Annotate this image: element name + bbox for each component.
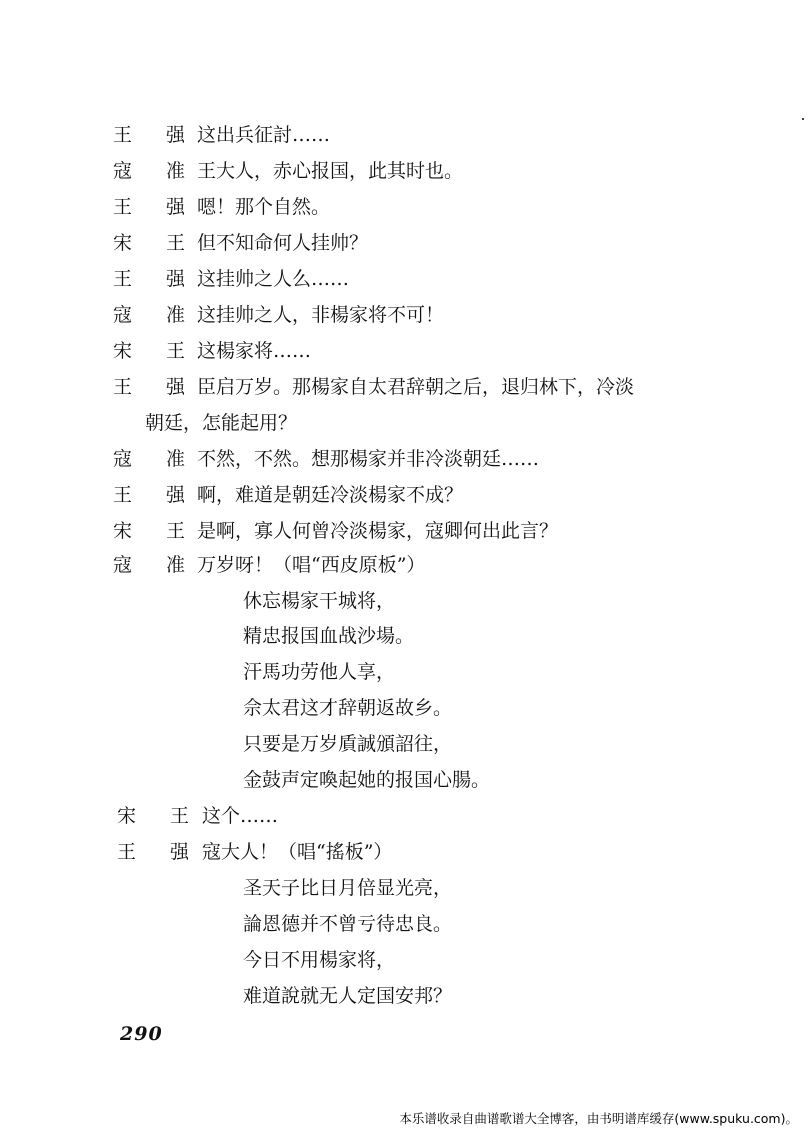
verse-line: [0, 906, 808, 942]
dialogue-line: [0, 441, 808, 477]
dialogue-line: [0, 798, 808, 834]
dialogue-line: [0, 834, 808, 870]
page-number: 290: [120, 1023, 163, 1045]
verse-line: [0, 583, 808, 619]
speaker-name: 寇 准: [113, 554, 200, 576]
speech-text: 臣启万岁。那楊家自太君辞朝之后，退归林下，冷淡: [197, 376, 635, 398]
speaker-name: 宋 王: [117, 805, 204, 827]
speech-text: 这挂帅之人，非楊家将不可！: [197, 304, 445, 326]
verse-text: 只要是万岁貭誠頒詔往，: [243, 733, 453, 755]
dialogue-line: [0, 547, 808, 583]
speech-text: 不然，不然。想那楊家并非冷淡朝廷……: [197, 448, 540, 470]
dialogue-line: [0, 477, 808, 513]
verse-line: [0, 978, 808, 1014]
verse-text: 論恩德并不曾亏待忠良。: [243, 913, 453, 935]
dialogue-line: [0, 297, 808, 333]
verse-line: [0, 618, 808, 654]
speaker-name: 王 强: [113, 484, 200, 506]
dialogue-line: [0, 261, 808, 297]
speaker-name: 寇 准: [113, 304, 200, 326]
speaker-name: 宋 王: [113, 340, 200, 362]
verse-line: [0, 690, 808, 726]
speech-text: 寇大人！（唱“搖板”）: [202, 841, 393, 863]
dialogue-line: [0, 225, 808, 261]
speech-text: 但不知命何人挂帅？: [197, 232, 369, 254]
speech-text: 这出兵征討……: [197, 124, 331, 146]
footer-credit: 本乐谱收录自曲谱歌谱大全博客，由书明谱库缓存(www.spuku.com)。: [399, 1111, 798, 1126]
speaker-name: 王 强: [113, 124, 200, 146]
continuation-line: [0, 405, 808, 441]
speech-text: 嗯！那个自然。: [197, 196, 331, 218]
verse-text: 佘太君这才辞朝返故乡。: [243, 697, 453, 719]
dialogue-line: [0, 513, 808, 549]
speaker-name: 寇 准: [113, 160, 200, 182]
dialogue-line: [0, 189, 808, 225]
verse-text: 精忠报国血战沙場。: [243, 625, 415, 647]
verse-line: [0, 654, 808, 690]
dialogue-line: [0, 369, 808, 405]
verse-line: [0, 726, 808, 762]
verse-text: 休忘楊家干城将，: [243, 590, 396, 612]
speaker-name: 王 强: [117, 841, 204, 863]
speech-text: 是啊，寡人何曾冷淡楊家，寇卿何出此言？: [197, 520, 559, 542]
speech-text: 这楊家将……: [197, 340, 312, 362]
verse-text: 圣天子比日月倍显光亮，: [243, 877, 453, 899]
speaker-name: 宋 王: [113, 520, 200, 542]
verse-line: [0, 942, 808, 978]
verse-text: 今日不用楊家将，: [243, 949, 396, 971]
verse-line: [0, 870, 808, 906]
speaker-name: 王 强: [113, 268, 200, 290]
verse-text: 金鼓声定喚起她的报国心腸。: [243, 769, 491, 791]
speech-text: 万岁呀！（唱“西皮原板”）: [197, 554, 426, 576]
verse-line: [0, 762, 808, 798]
dialogue-line: [0, 153, 808, 189]
verse-text: 汗馬功劳他人享，: [243, 661, 396, 683]
speech-text: 这个……: [202, 805, 279, 827]
speaker-name: 宋 王: [113, 232, 200, 254]
speech-text: 啊，难道是朝廷冷淡楊家不成？: [197, 484, 464, 506]
speech-text: 这挂帅之人么……: [197, 268, 350, 290]
speech-continuation: 朝廷，怎能起用？: [145, 412, 298, 434]
speaker-name: 王 强: [113, 376, 200, 398]
dialogue-line: [0, 333, 808, 369]
verse-text: 难道說就无人定国安邦？: [243, 985, 453, 1007]
speaker-name: 寇 准: [113, 448, 200, 470]
dialogue-line: [0, 117, 808, 153]
speech-text: 王大人，赤心报国，此其时也。: [197, 160, 464, 182]
speaker-name: 王 强: [113, 196, 200, 218]
